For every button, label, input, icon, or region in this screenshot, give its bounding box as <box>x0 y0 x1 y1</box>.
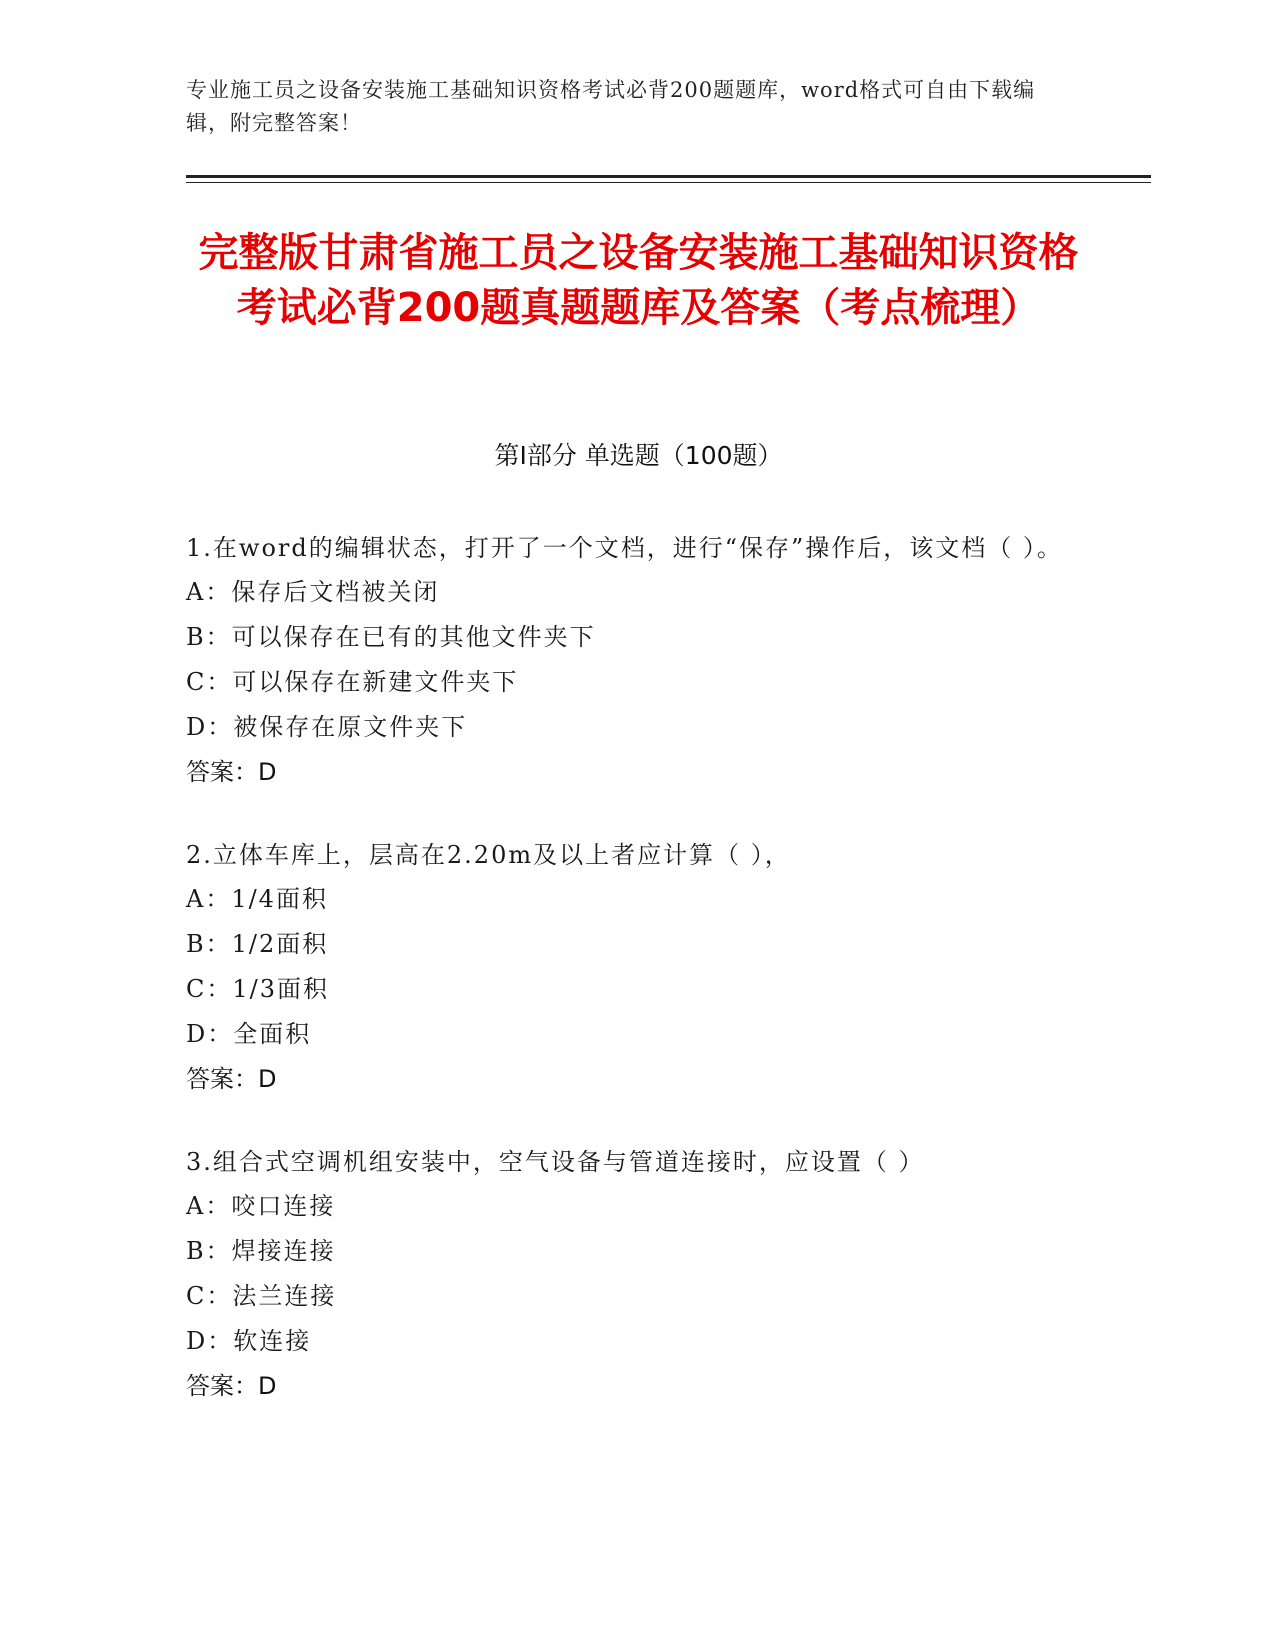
header-divider-thick <box>186 175 1151 178</box>
question-item <box>186 833 1086 1102</box>
question-item <box>186 526 1086 795</box>
option-d: D：全面积 <box>186 1020 312 1048</box>
option-b: B：可以保存在已有的其他文件夹下 <box>186 623 596 651</box>
option-c: C：法兰连接 <box>186 1282 337 1310</box>
option-a: A：保存后文档被关闭 <box>186 578 440 606</box>
document-title: 完整版甘肃省施工员之设备安装施工基础知识资格考试必背200题真题题库及答案（考点梳理） <box>198 230 1079 331</box>
question-item <box>186 1140 1086 1409</box>
answer-line: 答案：D <box>186 1065 277 1093</box>
option-c: C：可以保存在新建文件夹下 <box>186 668 519 696</box>
option-b: B：焊接连接 <box>186 1237 336 1265</box>
question-stem: 3.组合式空调机组安装中，空气设备与管道连接时，应设置（ ） <box>186 1148 925 1176</box>
option-c: C：1/3面积 <box>186 975 329 1003</box>
question-stem: 1.在word的编辑状态，打开了一个文档，进行“保存”操作后，该文档（ ）。 <box>186 534 1063 562</box>
option-b: B：1/2面积 <box>186 930 329 958</box>
question-stem: 2.立体车库上，层高在2.20m及以上者应计算（ ）， <box>186 841 791 869</box>
option-d: D：软连接 <box>186 1327 312 1355</box>
answer-line: 答案：D <box>186 1372 277 1400</box>
question-list <box>186 526 1086 1447</box>
header-note: 专业施工员之设备安装施工基础知识资格考试必背200题题库，word格式可自由下载编辑，附完整答案！ <box>186 78 1036 135</box>
option-d: D：被保存在原文件夹下 <box>186 713 468 741</box>
header-divider-thin <box>186 182 1151 183</box>
option-a: A：咬口连接 <box>186 1192 336 1220</box>
section-title: 第Ⅰ部分 单选题（100题） <box>494 441 783 470</box>
option-a: A：1/4面积 <box>186 885 328 913</box>
answer-line: 答案：D <box>186 758 277 786</box>
